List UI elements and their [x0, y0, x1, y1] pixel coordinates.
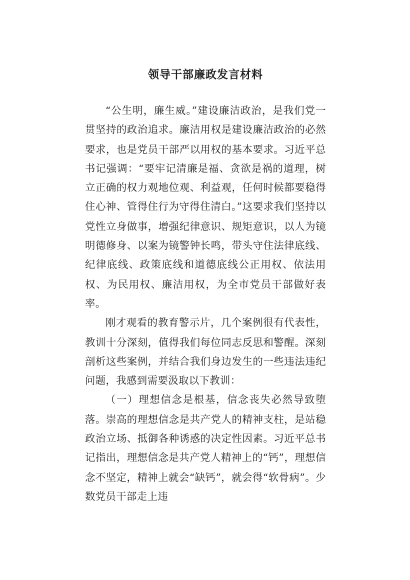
paragraph-2: 刚才观看的教育警示片，几个案例很有代表性，教训十分深刻，值得我们每位同志反思和警醒。深刻剖析这些案例，并结合我们身边发生的一些违法违纪问题，我感到需要汲取以下教训： — [85, 318, 326, 388]
document-title: 领导干部廉政发言材料 — [148, 68, 263, 81]
paragraph-1: “公生明，廉生威。”建设廉洁政治，是我们党一贯坚持的政治追求。廉洁用权是建设廉洁政治的必然要求，也是党员干部严以用权的基本要求。习近平总书记强调：“要牢记清廉是福、贪欲是祸的道理，树立正确的权力观地位观、利益观，任何时候都要稳得住心神、管得住行为守得住清白。”这要求我们坚持以党性立身做事，增强纪律意识、规矩意识，以人为镜明德修身、以案为镜警钟长鸣，带头守住法律底线、纪律底线、政策底线和道德底线公正用权、依法用权、为民用权、廉洁用权，为全市党员干部做好表率。 — [85, 106, 326, 310]
paragraph-3: （一）理想信念是根基，信念丧失必然导致堕落。崇高的理想信念是共产党人的精神支柱，是站稳政治立场、抵御各种诱惑的决定性因素。习近平总书记指出，理想信念是共产党人精神上的“钙”，理想信念不坚定，精神上就会“缺钙”，就会得“软骨病”。少数党员干部走上违 — [85, 395, 326, 503]
